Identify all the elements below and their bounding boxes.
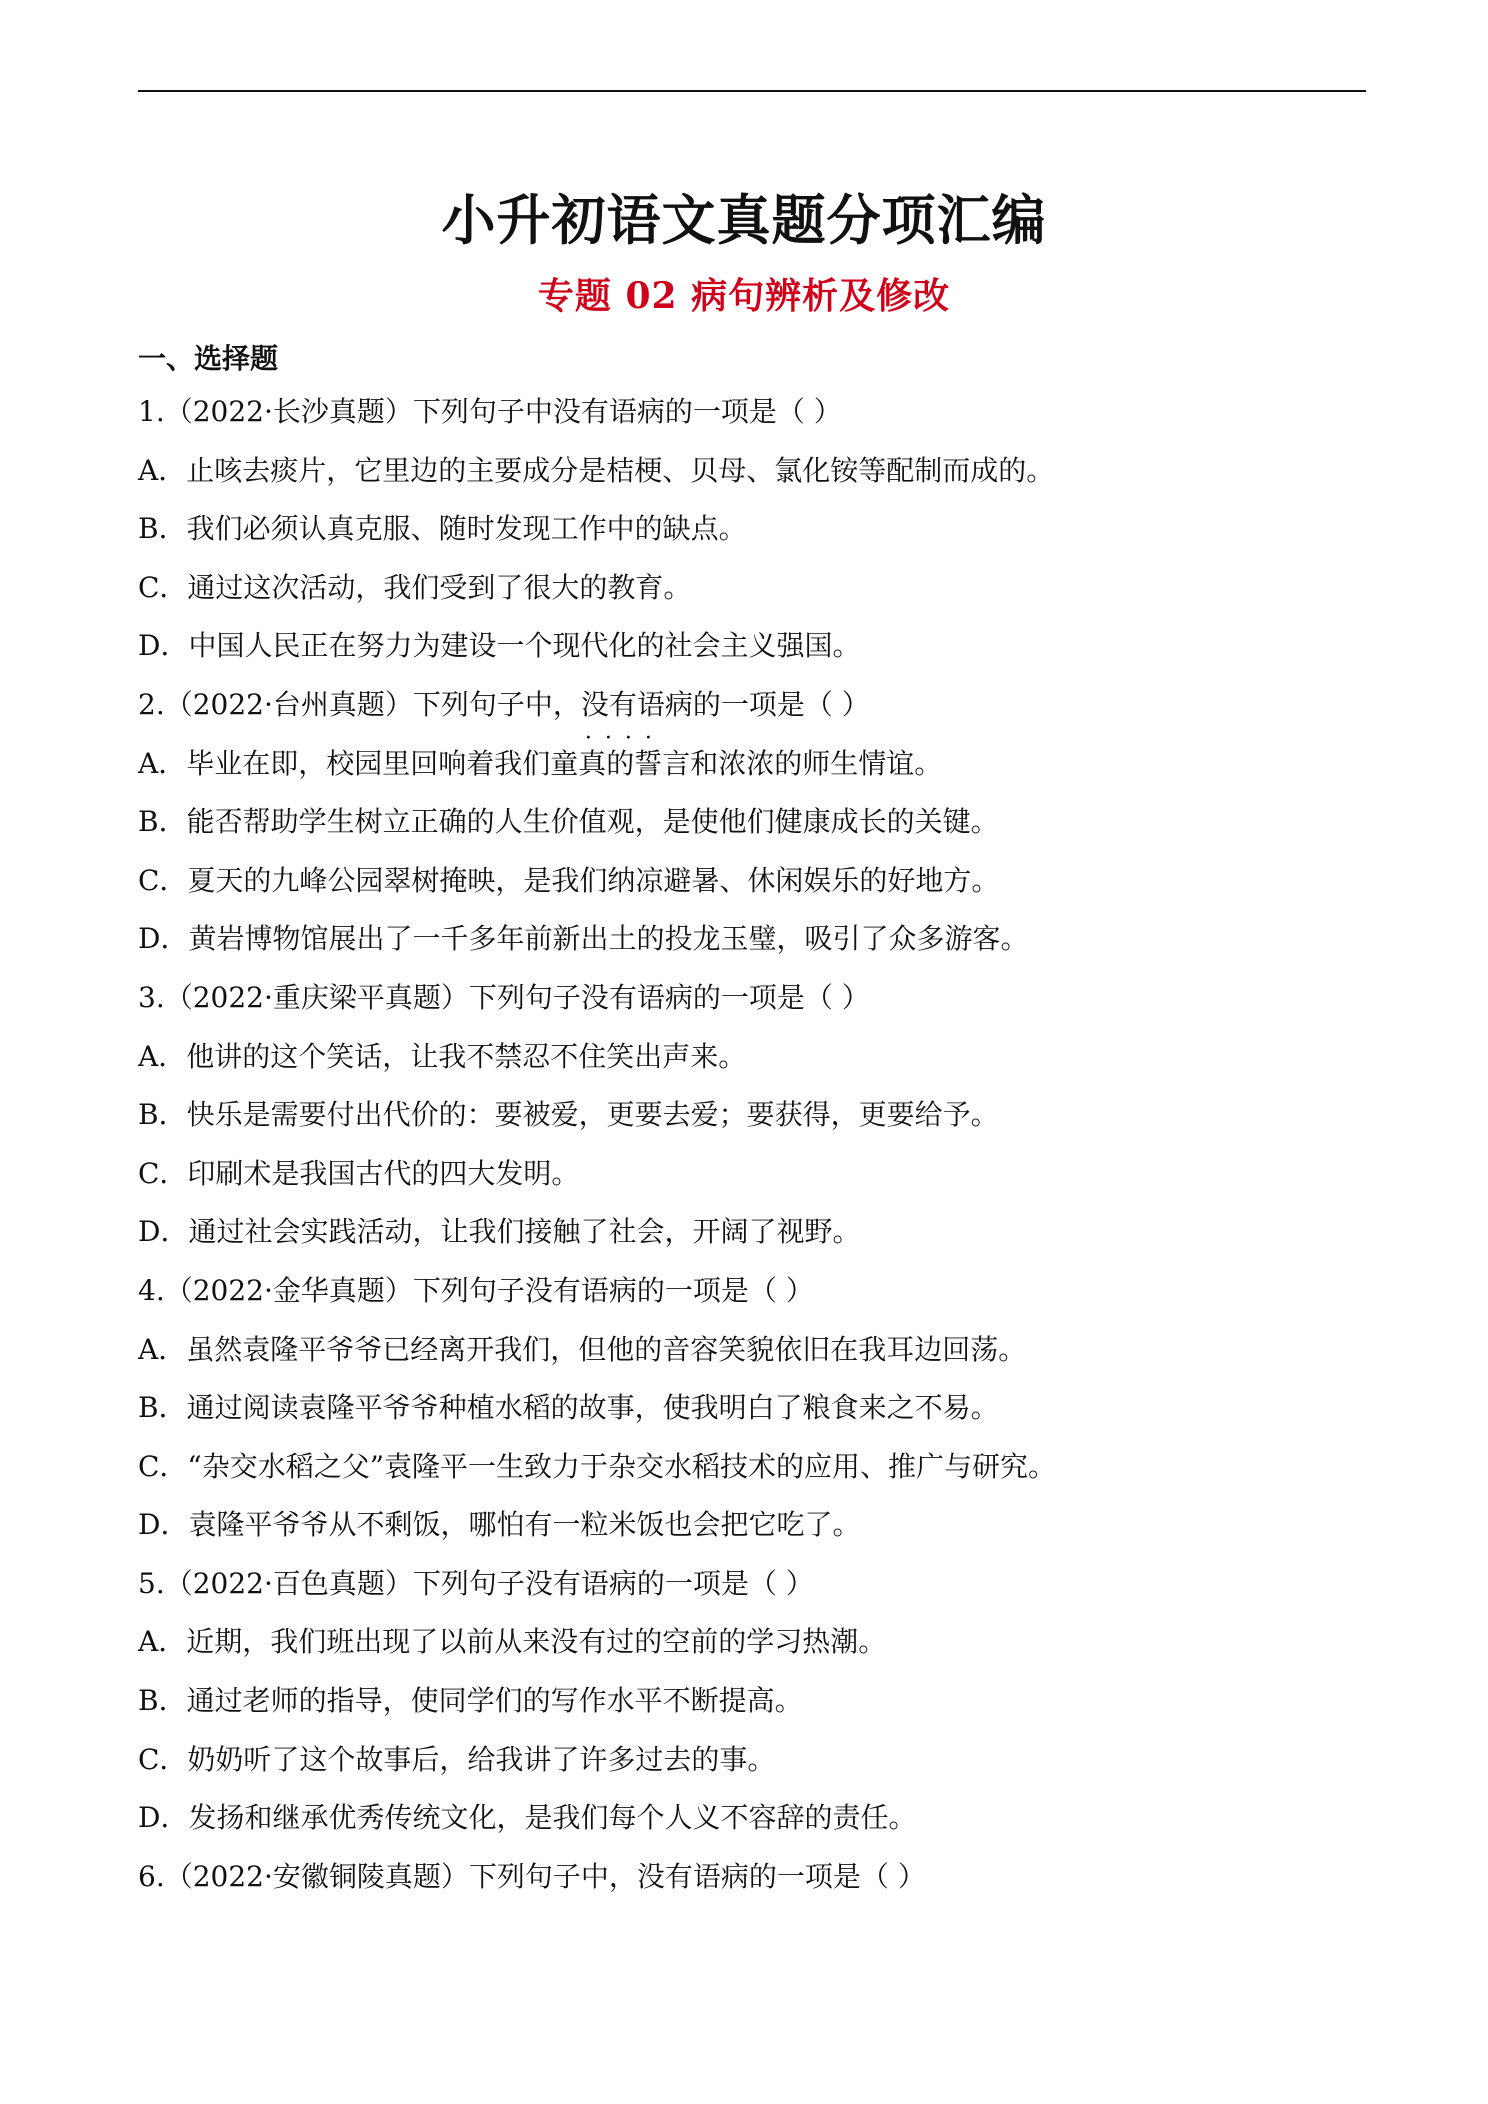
question-4-option-b: B．通过阅读袁隆平爷爷种植水稻的故事，使我明白了粮食来之不易。 bbox=[138, 1391, 999, 1425]
question-2-stem-start: 2.（2022·台州真题）下列句子中， bbox=[138, 687, 581, 721]
question-5-option-d: D．发扬和继承优秀传统文化，是我们每个人义不容辞的责任。 bbox=[138, 1801, 917, 1835]
question-3-option-c: C．印刷术是我国古代的四大发明。 bbox=[138, 1156, 580, 1190]
emphasis-dots-text: 没有语病 · · · · bbox=[581, 688, 693, 721]
question-2-stem-end: 的一项是（ ） bbox=[692, 687, 870, 721]
question-1-option-b: B．我们必须认真克服、随时发现工作中的缺点。 bbox=[138, 512, 747, 546]
question-4-option-a: A．虽然袁隆平爷爷已经离开我们，但他的音容笑貌依旧在我耳边回荡。 bbox=[138, 1332, 1027, 1366]
question-4-option-c: C．“杂交水稻之父”袁隆平一生致力于杂交水稻技术的应用、推广与研究。 bbox=[138, 1449, 1057, 1483]
question-3-stem: 3.（2022·重庆梁平真题）下列句子没有语病的一项是（ ） bbox=[138, 980, 870, 1014]
question-4-option-d: D．袁隆平爷爷从不剩饭，哪怕有一粒米饭也会把它吃了。 bbox=[138, 1508, 861, 1542]
question-2-option-c: C．夏天的九峰公园翠树掩映，是我们纳凉避暑、休闲娱乐的好地方。 bbox=[138, 863, 1000, 897]
question-5-option-a: A．近期，我们班出现了以前从来没有过的空前的学习热潮。 bbox=[138, 1625, 887, 1659]
question-2-option-a: A．毕业在即，校园里回响着我们童真的誓言和浓浓的师生情谊。 bbox=[138, 746, 943, 780]
section-heading: 一、选择题 bbox=[138, 342, 279, 375]
question-6-stem: 6.（2022·安徽铜陵真题）下列句子中，没有语病的一项是（ ） bbox=[138, 1859, 926, 1893]
question-1-option-c: C．通过这次活动，我们受到了很大的教育。 bbox=[138, 570, 692, 604]
question-2-stem bbox=[138, 676, 1366, 735]
question-3-option-a: A．他讲的这个笑话，让我不禁忍不住笑出声来。 bbox=[138, 1039, 747, 1073]
page-title: 小升初语文真题分项汇编 bbox=[441, 189, 1047, 252]
question-1-stem: 1.（2022·长沙真题）下列句子中没有语病的一项是（ ） bbox=[138, 395, 842, 428]
question-2-option-d: D．黄岩博物馆展出了一千多年前新出土的投龙玉璧，吸引了众多游客。 bbox=[138, 922, 1029, 956]
question-list bbox=[138, 335, 1366, 1906]
question-1-option-d: D．中国人民正在努力为建设一个现代化的社会主义强国。 bbox=[138, 629, 861, 663]
question-2-option-b: B．能否帮助学生树立正确的人生价值观，是使他们健康成长的关键。 bbox=[138, 805, 999, 839]
question-5-option-c: C．奶奶听了这个故事后，给我讲了许多过去的事。 bbox=[138, 1742, 776, 1776]
question-4-stem: 4.（2022·金华真题）下列句子没有语病的一项是（ ） bbox=[138, 1273, 814, 1307]
header-rule bbox=[138, 90, 1366, 92]
page-subtitle: 专题 02 病句辨析及修改 bbox=[537, 275, 951, 317]
question-5-stem: 5.（2022·百色真题）下列句子没有语病的一项是（ ） bbox=[138, 1566, 814, 1600]
question-5-option-b: B．通过老师的指导，使同学们的写作水平不断提高。 bbox=[138, 1684, 803, 1718]
question-3-option-b: B．快乐是需要付出代价的：要被爱，更要去爱；要获得，更要给予。 bbox=[138, 1098, 999, 1132]
question-3-option-d: D．通过社会实践活动，让我们接触了社会，开阔了视野。 bbox=[138, 1215, 861, 1249]
question-1-option-a: A．止咳去痰片，它里边的主要成分是桔梗、贝母、氯化铵等配制而成的。 bbox=[138, 453, 1055, 487]
